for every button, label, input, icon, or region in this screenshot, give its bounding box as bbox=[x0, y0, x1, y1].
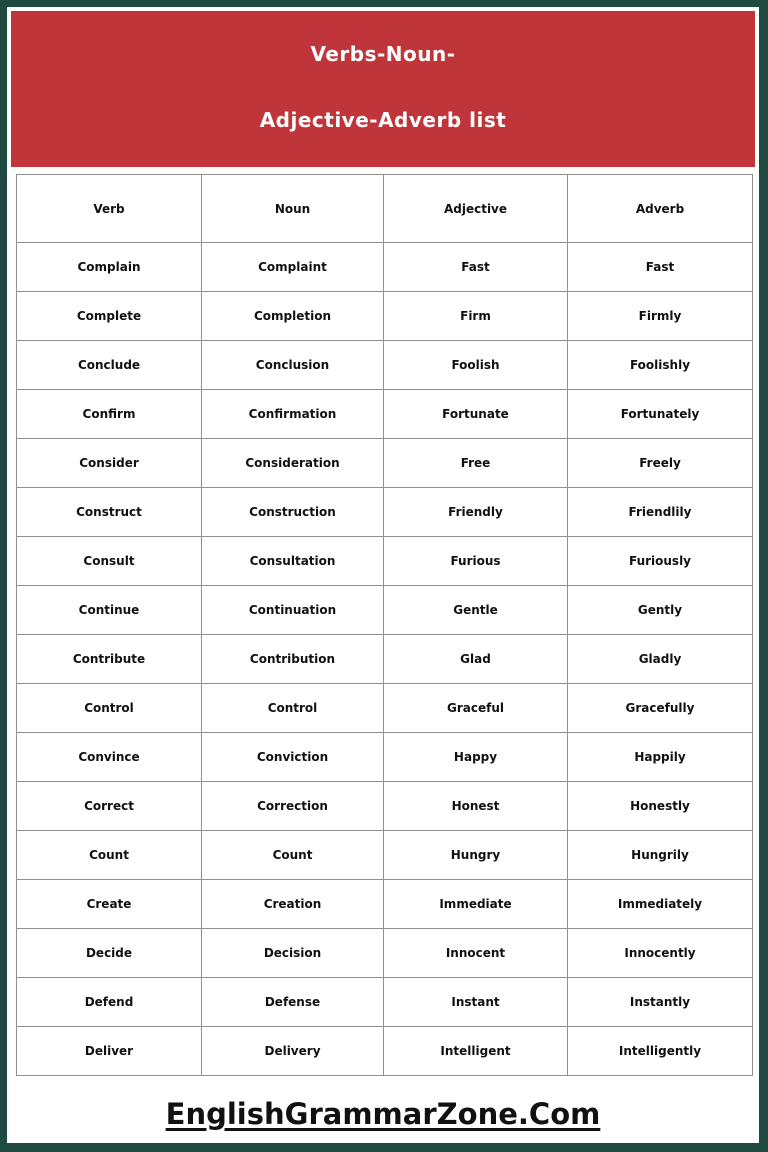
cell-adjective: Friendly bbox=[384, 488, 568, 537]
cell-adjective: Free bbox=[384, 439, 568, 488]
cell-adjective: Intelligent bbox=[384, 1027, 568, 1076]
cell-noun: Correction bbox=[202, 782, 384, 831]
cell-verb: Complain bbox=[17, 243, 202, 292]
cell-adjective: Glad bbox=[384, 635, 568, 684]
cell-adverb: Furiously bbox=[568, 537, 753, 586]
cell-adjective: Gentle bbox=[384, 586, 568, 635]
table-row bbox=[17, 733, 753, 782]
cell-noun: Confirmation bbox=[202, 390, 384, 439]
site-link[interactable]: EnglishGrammarZone.Com bbox=[165, 1097, 601, 1131]
cell-noun: Conclusion bbox=[202, 341, 384, 390]
cell-adverb: Fast bbox=[568, 243, 753, 292]
cell-adverb: Gracefully bbox=[568, 684, 753, 733]
cell-adverb: Friendlily bbox=[568, 488, 753, 537]
cell-adverb: Happily bbox=[568, 733, 753, 782]
cell-verb: Construct bbox=[17, 488, 202, 537]
cell-adjective: Foolish bbox=[384, 341, 568, 390]
table-row bbox=[17, 929, 753, 978]
table-body bbox=[17, 243, 753, 1076]
table-row bbox=[17, 782, 753, 831]
cell-adverb: Instantly bbox=[568, 978, 753, 1027]
table-row bbox=[17, 390, 753, 439]
cell-adjective: Happy bbox=[384, 733, 568, 782]
cell-noun: Defense bbox=[202, 978, 384, 1027]
cell-noun: Consideration bbox=[202, 439, 384, 488]
cell-verb: Continue bbox=[17, 586, 202, 635]
poster-card bbox=[7, 7, 759, 1143]
cell-noun: Creation bbox=[202, 880, 384, 929]
cell-adverb: Immediately bbox=[568, 880, 753, 929]
cell-noun: Control bbox=[202, 684, 384, 733]
cell-noun: Delivery bbox=[202, 1027, 384, 1076]
cell-noun: Conviction bbox=[202, 733, 384, 782]
cell-adverb: Fortunately bbox=[568, 390, 753, 439]
title-line-1: Verbs-Noun- bbox=[310, 42, 456, 66]
cell-adjective: Fortunate bbox=[384, 390, 568, 439]
cell-verb: Confirm bbox=[17, 390, 202, 439]
cell-noun: Consultation bbox=[202, 537, 384, 586]
cell-verb: Correct bbox=[17, 782, 202, 831]
cell-verb: Contribute bbox=[17, 635, 202, 684]
cell-noun: Decision bbox=[202, 929, 384, 978]
table-row bbox=[17, 488, 753, 537]
table-row bbox=[17, 635, 753, 684]
cell-noun: Completion bbox=[202, 292, 384, 341]
word-forms-table bbox=[16, 174, 753, 1076]
cell-verb: Deliver bbox=[17, 1027, 202, 1076]
cell-adjective: Furious bbox=[384, 537, 568, 586]
cell-verb: Conclude bbox=[17, 341, 202, 390]
cell-noun: Contribution bbox=[202, 635, 384, 684]
table-row bbox=[17, 292, 753, 341]
cell-adverb: Intelligently bbox=[568, 1027, 753, 1076]
table-row bbox=[17, 537, 753, 586]
table-row bbox=[17, 439, 753, 488]
header-adjective: Adjective bbox=[384, 175, 568, 243]
cell-verb: Convince bbox=[17, 733, 202, 782]
cell-verb: Consult bbox=[17, 537, 202, 586]
cell-noun: Continuation bbox=[202, 586, 384, 635]
table-row bbox=[17, 978, 753, 1027]
table-row bbox=[17, 586, 753, 635]
table-row bbox=[17, 831, 753, 880]
cell-verb: Complete bbox=[17, 292, 202, 341]
cell-adverb: Gently bbox=[568, 586, 753, 635]
header-verb: Verb bbox=[17, 175, 202, 243]
table-row bbox=[17, 1027, 753, 1076]
title-banner bbox=[11, 11, 755, 167]
cell-verb: Control bbox=[17, 684, 202, 733]
header-noun: Noun bbox=[202, 175, 384, 243]
table-row bbox=[17, 243, 753, 292]
header-row bbox=[17, 175, 753, 243]
title-line-2: Adjective-Adverb list bbox=[259, 108, 507, 132]
table-row bbox=[17, 880, 753, 929]
cell-adjective: Fast bbox=[384, 243, 568, 292]
cell-adverb: Innocently bbox=[568, 929, 753, 978]
cell-adverb: Foolishly bbox=[568, 341, 753, 390]
cell-adjective: Graceful bbox=[384, 684, 568, 733]
cell-verb: Defend bbox=[17, 978, 202, 1027]
cell-adjective: Firm bbox=[384, 292, 568, 341]
cell-verb: Consider bbox=[17, 439, 202, 488]
table-row bbox=[17, 341, 753, 390]
cell-adjective: Instant bbox=[384, 978, 568, 1027]
cell-adverb: Honestly bbox=[568, 782, 753, 831]
cell-noun: Complaint bbox=[202, 243, 384, 292]
cell-verb: Decide bbox=[17, 929, 202, 978]
cell-verb: Create bbox=[17, 880, 202, 929]
cell-adverb: Gladly bbox=[568, 635, 753, 684]
cell-adjective: Immediate bbox=[384, 880, 568, 929]
cell-adjective: Honest bbox=[384, 782, 568, 831]
header-adverb: Adverb bbox=[568, 175, 753, 243]
cell-adjective: Innocent bbox=[384, 929, 568, 978]
cell-adverb: Firmly bbox=[568, 292, 753, 341]
cell-adverb: Hungrily bbox=[568, 831, 753, 880]
cell-adjective: Hungry bbox=[384, 831, 568, 880]
cell-adverb: Freely bbox=[568, 439, 753, 488]
table-row bbox=[17, 684, 753, 733]
cell-noun: Count bbox=[202, 831, 384, 880]
cell-verb: Count bbox=[17, 831, 202, 880]
cell-noun: Construction bbox=[202, 488, 384, 537]
